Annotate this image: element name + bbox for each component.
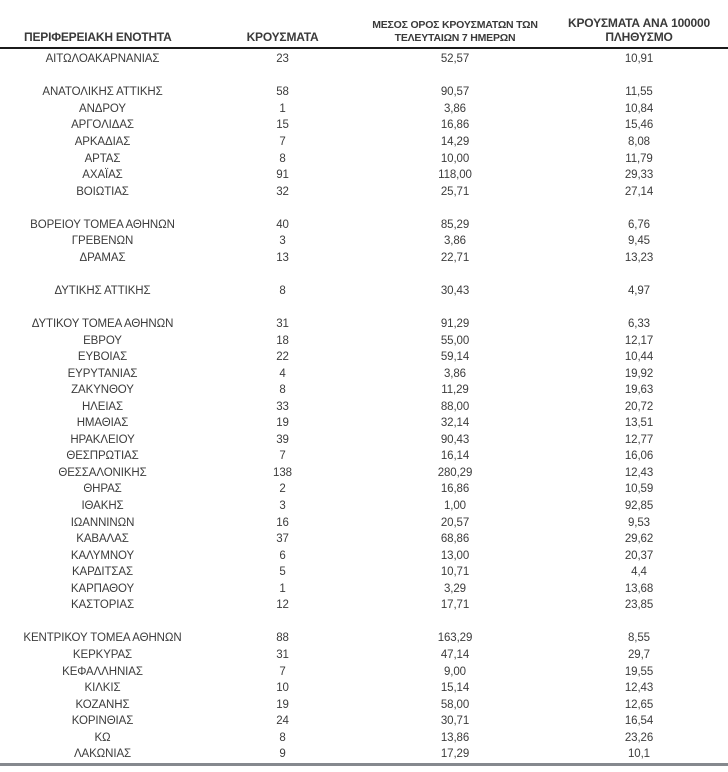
cases-cell: 1 bbox=[279, 582, 286, 595]
per100k-cell: 20,37 bbox=[624, 549, 654, 562]
table-row bbox=[0, 647, 728, 664]
cases-cell: 39 bbox=[276, 433, 289, 446]
region-cell: ΔΥΤΙΚΟΥ ΤΟΜΕΑ ΑΘΗΝΩΝ bbox=[31, 318, 174, 331]
table-row bbox=[0, 547, 728, 564]
region-cell: ΗΛΕΙΑΣ bbox=[81, 400, 124, 413]
column-header-per100k-label-line2: ΠΛΗΘΥΣΜΟ bbox=[605, 29, 673, 44]
column-header-region bbox=[0, 30, 205, 44]
spacer-row bbox=[0, 614, 728, 631]
per100k-cell: 15,46 bbox=[624, 119, 654, 132]
table-row bbox=[0, 415, 728, 432]
column-header-per100k-label-line1: ΚΡΟΥΣΜΑΤΑ ΑΝΑ 100000 bbox=[568, 15, 710, 30]
table-row bbox=[0, 216, 728, 233]
table-row bbox=[0, 581, 728, 598]
per100k-cell: 10,44 bbox=[624, 351, 654, 364]
per100k-cell: 8,55 bbox=[628, 632, 650, 645]
avg7-cell: 13,00 bbox=[440, 549, 470, 562]
avg7-cell: 11,29 bbox=[441, 384, 469, 397]
region-cell: ΕΥΒΟΙΑΣ bbox=[77, 351, 128, 364]
table-row bbox=[0, 316, 728, 333]
cases-cell: 19 bbox=[276, 698, 289, 711]
per100k-cell: 6,76 bbox=[628, 218, 650, 231]
region-cell: ΘΕΣΠΡΩΤΙΑΣ bbox=[66, 450, 139, 463]
table-row bbox=[0, 729, 728, 746]
avg7-cell: 10,71 bbox=[440, 566, 470, 579]
table-row bbox=[0, 382, 728, 399]
per100k-cell: 8,08 bbox=[628, 136, 650, 148]
per100k-cell: 23,85 bbox=[624, 599, 654, 612]
avg7-cell: 22,71 bbox=[440, 251, 470, 264]
table-row bbox=[0, 332, 728, 349]
table-row bbox=[0, 51, 728, 68]
table-row bbox=[0, 432, 728, 449]
region-cell: ΒΟΙΩΤΙΑΣ bbox=[76, 185, 129, 198]
cases-cell: 13 bbox=[276, 251, 289, 264]
cases-cell: 23 bbox=[276, 53, 289, 66]
avg7-cell: 13,86 bbox=[440, 731, 470, 744]
region-cell: ΚΑΡΠΑΘΟΥ bbox=[70, 582, 135, 595]
per100k-cell: 10,59 bbox=[624, 483, 654, 496]
avg7-cell: 85,29 bbox=[440, 218, 470, 231]
per100k-cell: 9,53 bbox=[628, 516, 650, 529]
table-row bbox=[0, 448, 728, 465]
cases-cell: 37 bbox=[276, 533, 289, 546]
per100k-cell: 29,62 bbox=[624, 533, 654, 546]
cases-cell: 5 bbox=[279, 566, 286, 579]
avg7-cell: 10,00 bbox=[440, 152, 470, 165]
region-cell: ΓΡΕΒΕΝΩΝ bbox=[71, 235, 134, 248]
per100k-cell: 29,7 bbox=[628, 648, 650, 661]
avg7-cell: 59,14 bbox=[440, 351, 470, 364]
avg7-cell: 280,29 bbox=[437, 466, 473, 479]
region-cell: ΛΑΚΩΝΙΑΣ bbox=[73, 748, 132, 761]
avg7-cell: 32,14 bbox=[440, 417, 470, 430]
cases-cell: 7 bbox=[279, 136, 286, 148]
region-cell: ΑΝΔΡΟΥ bbox=[79, 102, 126, 115]
cases-cell: 9 bbox=[279, 748, 286, 761]
region-cell: ΔΡΑΜΑΣ bbox=[79, 251, 126, 264]
per100k-cell: 13,23 bbox=[624, 251, 654, 264]
cases-cell: 12 bbox=[276, 599, 289, 612]
table-row bbox=[0, 283, 728, 300]
avg7-cell: 17,71 bbox=[440, 599, 470, 612]
spacer-row bbox=[0, 68, 728, 85]
per100k-cell: 12,77 bbox=[624, 433, 654, 446]
region-cell: ΙΩΑΝΝΙΝΩΝ bbox=[70, 516, 135, 529]
table-row bbox=[0, 531, 728, 548]
avg7-cell: 30,71 bbox=[440, 715, 470, 728]
cases-cell: 32 bbox=[276, 185, 289, 198]
table-header bbox=[0, 0, 728, 49]
column-header-avg7 bbox=[360, 19, 550, 44]
region-cell: ΑΡΓΟΛΙΔΑΣ bbox=[71, 119, 134, 132]
per100k-cell: 9,45 bbox=[628, 235, 650, 248]
table-row bbox=[0, 117, 728, 134]
cases-cell: 8 bbox=[279, 731, 286, 744]
cases-cell: 24 bbox=[276, 715, 289, 728]
table-row bbox=[0, 150, 728, 167]
per100k-cell: 23,26 bbox=[624, 731, 654, 744]
avg7-cell: 163,29 bbox=[437, 632, 473, 645]
table-row bbox=[0, 696, 728, 713]
table-body bbox=[0, 49, 728, 766]
per100k-cell: 11,55 bbox=[625, 86, 653, 99]
table-row bbox=[0, 398, 728, 415]
per100k-cell: 10,84 bbox=[624, 102, 654, 115]
region-cell: ΚΑΡΔΙΤΣΑΣ bbox=[71, 566, 134, 579]
avg7-cell: 1,00 bbox=[444, 500, 466, 513]
avg7-cell: 68,86 bbox=[440, 533, 470, 546]
per100k-cell: 92,85 bbox=[624, 500, 654, 513]
region-cell: ΙΘΑΚΗΣ bbox=[81, 500, 124, 513]
region-cell: ΗΜΑΘΙΑΣ bbox=[76, 417, 129, 430]
cases-cell: 138 bbox=[273, 466, 292, 479]
table-row bbox=[0, 514, 728, 531]
cases-cell: 40 bbox=[276, 218, 289, 231]
cases-cell: 6 bbox=[279, 549, 286, 562]
cases-cell: 16 bbox=[276, 516, 289, 529]
table-row bbox=[0, 564, 728, 581]
avg7-cell: 58,00 bbox=[440, 698, 470, 711]
region-cell: ΑΡΤΑΣ bbox=[84, 152, 121, 165]
avg7-cell: 9,00 bbox=[444, 665, 466, 678]
avg7-cell: 3,86 bbox=[444, 367, 466, 380]
per100k-cell: 13,68 bbox=[624, 582, 654, 595]
avg7-cell: 3,29 bbox=[444, 582, 466, 595]
per100k-cell: 12,43 bbox=[624, 466, 654, 479]
table-row bbox=[0, 481, 728, 498]
avg7-cell: 20,57 bbox=[440, 516, 470, 529]
per100k-cell: 16,06 bbox=[624, 450, 654, 463]
avg7-cell: 3,86 bbox=[444, 235, 466, 248]
table-row bbox=[0, 365, 728, 382]
avg7-cell: 16,14 bbox=[440, 450, 470, 463]
column-header-cases bbox=[205, 30, 360, 44]
region-cell: ΑΝΑΤΟΛΙΚΗΣ ΑΤΤΙΚΗΣ bbox=[42, 86, 163, 99]
avg7-cell: 88,00 bbox=[440, 400, 470, 413]
per100k-cell: 10,1 bbox=[628, 748, 650, 761]
region-cell: ΑΧΑΪΑΣ bbox=[82, 169, 123, 182]
region-cell: ΚΕΦΑΛΛΗΝΙΑΣ bbox=[62, 665, 143, 678]
column-header-cases-label: ΚΡΟΥΣΜΑΤΑ bbox=[246, 29, 319, 44]
avg7-cell: 14,29 bbox=[440, 136, 470, 148]
avg7-cell: 25,71 bbox=[440, 185, 470, 198]
cases-cell: 88 bbox=[276, 632, 289, 645]
cases-cell: 18 bbox=[276, 334, 289, 347]
cases-cell: 19 bbox=[276, 417, 289, 430]
per100k-cell: 4,4 bbox=[631, 566, 647, 579]
table-row bbox=[0, 746, 728, 763]
table-row bbox=[0, 597, 728, 614]
cases-cell: 10 bbox=[276, 682, 289, 695]
cases-cell: 4 bbox=[279, 367, 286, 380]
region-cell: ΚΑΛΥΜΝΟΥ bbox=[70, 549, 135, 562]
region-cell: ΚΕΡΚΥΡΑΣ bbox=[72, 648, 133, 661]
cases-cell: 8 bbox=[279, 384, 286, 397]
column-header-per100k bbox=[550, 16, 728, 44]
per100k-cell: 20,72 bbox=[624, 400, 654, 413]
per100k-cell: 12,43 bbox=[624, 682, 654, 695]
table-row bbox=[0, 713, 728, 730]
table-row bbox=[0, 498, 728, 515]
region-cell: ΗΡΑΚΛΕΙΟΥ bbox=[70, 433, 135, 446]
cases-cell: 7 bbox=[279, 665, 286, 678]
cases-cell: 8 bbox=[279, 284, 286, 297]
per100k-cell: 6,33 bbox=[628, 318, 650, 331]
region-cell: ΚΟΖΑΝΗΣ bbox=[75, 698, 130, 711]
per100k-cell: 4,97 bbox=[628, 284, 650, 297]
cases-cell: 22 bbox=[276, 351, 289, 364]
region-cell: ΚΩ bbox=[94, 731, 111, 744]
cases-cell: 33 bbox=[276, 400, 289, 413]
avg7-cell: 90,57 bbox=[440, 86, 470, 99]
region-cell: ΘΗΡΑΣ bbox=[83, 483, 122, 496]
table-row bbox=[0, 167, 728, 184]
column-header-avg7-label-line1: ΜΕΣΟΣ ΟΡΟΣ ΚΡΟΥΣΜΑΤΩΝ ΤΩΝ bbox=[372, 19, 538, 32]
spacer-row bbox=[0, 266, 728, 283]
avg7-cell: 118,00 bbox=[438, 169, 472, 182]
cases-cell: 3 bbox=[279, 500, 286, 513]
region-cell: ΚΑΒΑΛΑΣ bbox=[76, 533, 129, 546]
region-cell: ΑΙΤΩΛΟΑΚΑΡΝΑΝΙΑΣ bbox=[45, 53, 160, 66]
avg7-cell: 16,86 bbox=[440, 483, 470, 496]
region-cell: ΕΥΡΥΤΑΝΙΑΣ bbox=[67, 367, 138, 380]
table-row bbox=[0, 233, 728, 250]
per100k-cell: 16,54 bbox=[624, 715, 654, 728]
avg7-cell: 91,29 bbox=[440, 318, 470, 331]
avg7-cell: 16,86 bbox=[440, 119, 470, 132]
cases-cell: 15 bbox=[276, 119, 289, 132]
per100k-cell: 19,92 bbox=[624, 367, 654, 380]
region-cell: ΚΑΣΤΟΡΙΑΣ bbox=[71, 599, 134, 612]
avg7-cell: 17,29 bbox=[440, 748, 470, 761]
avg7-cell: 30,43 bbox=[440, 284, 470, 297]
table-row bbox=[0, 250, 728, 267]
cases-cell: 31 bbox=[276, 318, 289, 331]
per100k-cell: 19,63 bbox=[624, 384, 654, 397]
table-row bbox=[0, 465, 728, 482]
region-cell: ΑΡΚΑΔΙΑΣ bbox=[74, 136, 131, 148]
cases-cell: 8 bbox=[279, 152, 286, 165]
region-cell: ΚΟΡΙΝΘΙΑΣ bbox=[71, 715, 134, 728]
per100k-cell: 13,51 bbox=[624, 417, 654, 430]
region-cell: ΖΑΚΥΝΘΟΥ bbox=[71, 384, 134, 397]
table-row bbox=[0, 183, 728, 200]
avg7-cell: 47,14 bbox=[440, 648, 470, 661]
table-row bbox=[0, 349, 728, 366]
table-row bbox=[0, 101, 728, 118]
per100k-cell: 27,14 bbox=[624, 185, 654, 198]
per100k-cell: 11,79 bbox=[625, 152, 653, 165]
cases-cell: 3 bbox=[279, 235, 286, 248]
column-header-avg7-label-line2: ΤΕΛΕΥΤΑΙΩΝ 7 ΗΜΕΡΩΝ bbox=[394, 31, 516, 44]
per100k-cell: 10,91 bbox=[624, 53, 654, 66]
cases-cell: 58 bbox=[276, 86, 289, 99]
region-cell: ΚΕΝΤΡΙΚΟΥ ΤΟΜΕΑ ΑΘΗΝΩΝ bbox=[23, 632, 182, 645]
cases-cell: 2 bbox=[279, 483, 286, 496]
spacer-row bbox=[0, 299, 728, 316]
table-row bbox=[0, 84, 728, 101]
avg7-cell: 3,86 bbox=[444, 102, 466, 115]
cases-cell: 1 bbox=[279, 102, 286, 115]
avg7-cell: 15,14 bbox=[440, 682, 470, 695]
avg7-cell: 52,57 bbox=[440, 53, 470, 66]
table-row bbox=[0, 680, 728, 697]
table-row bbox=[0, 134, 728, 151]
region-cell: ΕΒΡΟΥ bbox=[83, 334, 122, 347]
table-row bbox=[0, 630, 728, 647]
table-row bbox=[0, 663, 728, 680]
column-header-region-label: ΠΕΡΙΦΕΡΕΙΑΚΗ ΕΝΟΤΗΤΑ bbox=[24, 29, 172, 44]
region-cell: ΒΟΡΕΙΟΥ ΤΟΜΕΑ ΑΘΗΝΩΝ bbox=[30, 218, 175, 231]
cases-cell: 31 bbox=[276, 648, 289, 661]
cases-cell: 7 bbox=[279, 450, 286, 463]
per100k-cell: 12,65 bbox=[624, 698, 654, 711]
per100k-cell: 19,55 bbox=[624, 665, 654, 678]
region-cell: ΔΥΤΙΚΗΣ ΑΤΤΙΚΗΣ bbox=[54, 284, 151, 297]
per100k-cell: 29,33 bbox=[624, 169, 654, 182]
region-cell: ΚΙΛΚΙΣ bbox=[84, 682, 121, 695]
avg7-cell: 90,43 bbox=[440, 433, 470, 446]
avg7-cell: 55,00 bbox=[440, 334, 470, 347]
spacer-row bbox=[0, 200, 728, 217]
cases-cell: 91 bbox=[276, 169, 289, 182]
per100k-cell: 12,17 bbox=[624, 334, 654, 347]
region-cell: ΘΕΣΣΑΛΟΝΙΚΗΣ bbox=[58, 466, 147, 479]
